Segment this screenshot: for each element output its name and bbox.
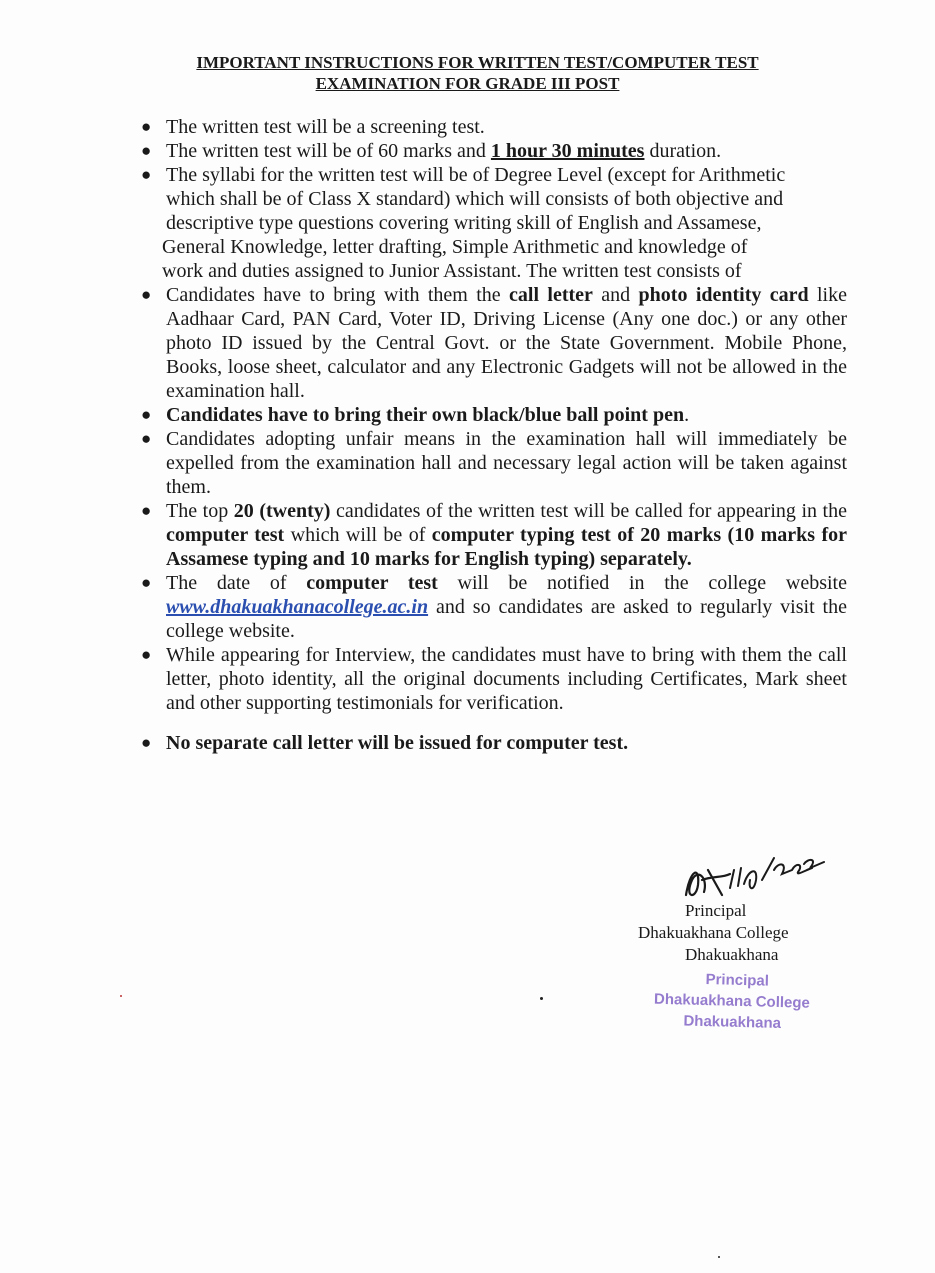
- photo-id-emphasis: photo identity card: [638, 284, 809, 306]
- instruction-item-2: [135, 139, 847, 163]
- syllabus-line-1: The syllabi for the written test will be of Degree Level (except for Arithmetic: [166, 164, 786, 186]
- office-stamp: [647, 968, 839, 1036]
- instruction-text: The date of: [166, 572, 307, 594]
- instruction-item-9: [135, 643, 847, 715]
- syllabus-line-4: General Knowledge, letter drafting, Simple Arithmetic and knowledge of: [162, 236, 748, 258]
- instruction-item-10: [135, 731, 847, 755]
- stamp-line-2: Dhakuakhana College: [653, 990, 811, 1012]
- no-call-letter-notice: No separate call letter will be issued for computer test.: [166, 732, 629, 754]
- signatory-institution: Dhakuakhana College: [638, 923, 789, 942]
- instruction-text: like Aadhaar Card, PAN Card, Voter ID, Driving License (Any one doc.) or any other photo ID issued by the Central Govt. or the State Government. Mobile Phone, Books, loose sheet, calculator and any Electronic Gadgets will not be allowed in the examination hall.: [166, 284, 847, 402]
- bullet-icon: ●: [141, 501, 152, 520]
- instruction-item-6: [135, 427, 847, 499]
- instruction-text: The top: [166, 500, 234, 522]
- instruction-text: and: [592, 284, 639, 306]
- scan-speck: [120, 995, 122, 997]
- instruction-text: .: [684, 404, 690, 426]
- call-letter-emphasis: call letter: [509, 284, 593, 306]
- bullet-icon: ●: [141, 645, 152, 664]
- instruction-item-1: [135, 115, 847, 139]
- instruction-text: and so candidates are asked to regularly visit the college website.: [166, 596, 847, 642]
- computer-test-emphasis: computer test: [306, 572, 438, 594]
- scan-speck: [718, 1256, 720, 1258]
- bullet-icon: ●: [141, 141, 152, 160]
- instruction-item-8: [135, 571, 847, 643]
- computer-test-emphasis: computer test: [166, 524, 285, 546]
- instruction-text: Candidates adopting unfair means in the examination hall will immediately be expelled from the examination hall and necessary legal action will be taken against them.: [166, 428, 847, 498]
- bullet-icon: ●: [141, 733, 152, 752]
- scan-speck: [540, 997, 543, 1000]
- instruction-text: which will be of: [284, 524, 432, 546]
- instruction-item-4: [135, 283, 847, 403]
- syllabus-line-2: which shall be of Class X standard) which will consists of both objective and: [166, 188, 784, 210]
- bullet-icon: ●: [141, 573, 152, 592]
- instruction-text: The written test will be a screening test.: [166, 116, 485, 138]
- bullet-icon: ●: [141, 117, 152, 136]
- instruction-list: [135, 115, 847, 755]
- instruction-text: The written test will be of 60 marks and: [166, 140, 491, 162]
- instruction-item-3: [135, 163, 847, 283]
- bullet-icon: ●: [141, 429, 152, 448]
- signatory-designation: Principal: [685, 901, 747, 920]
- instruction-text: Candidates have to bring with them the: [166, 284, 510, 306]
- heading-line-1: IMPORTANT INSTRUCTIONS FOR WRITTEN TEST/COMPUTER TEST: [196, 53, 759, 72]
- stamp-line-3: Dhakuakhana: [683, 1012, 782, 1032]
- instruction-text: While appearing for Interview, the candidates must have to bring with them the call letter, photo identity, all the original documents including Certificates, Mark sheet and other supporting testimonials for verification.: [166, 644, 847, 714]
- duration-emphasis: 1 hour 30 minutes: [490, 140, 645, 162]
- typing-test-emphasis: computer typing test of 20 marks (10 marks for Assamese typing and 10 marks for English typing) separately.: [166, 524, 847, 570]
- pen-instruction: Candidates have to bring their own black/blue ball point pen: [166, 404, 685, 426]
- heading-line-2: EXAMINATION FOR GRADE III POST: [315, 74, 620, 93]
- bullet-icon: ●: [141, 405, 152, 424]
- document-heading: [0, 52, 935, 94]
- instruction-item-7: [135, 499, 847, 571]
- bullet-icon: ●: [141, 285, 152, 304]
- signatory-block: [630, 900, 830, 966]
- signatory-place: Dhakuakhana: [685, 945, 779, 964]
- instruction-text: duration.: [644, 140, 722, 162]
- syllabus-line-5: work and duties assigned to Junior Assistant. The written test consists of: [162, 260, 742, 282]
- instruction-item-5: [135, 403, 847, 427]
- bullet-icon: ●: [141, 165, 152, 184]
- college-website-link[interactable]: www.dhakuakhanacollege.ac.in: [166, 596, 429, 618]
- syllabus-line-3: descriptive type questions covering writing skill of English and Assamese,: [166, 212, 762, 234]
- stamp-line-1: Principal: [705, 971, 770, 990]
- top-count-emphasis: 20 (twenty): [233, 500, 331, 522]
- instruction-text: candidates of the written test will be called for appearing in the: [330, 500, 847, 522]
- instruction-text: will be notified in the college website: [437, 572, 847, 594]
